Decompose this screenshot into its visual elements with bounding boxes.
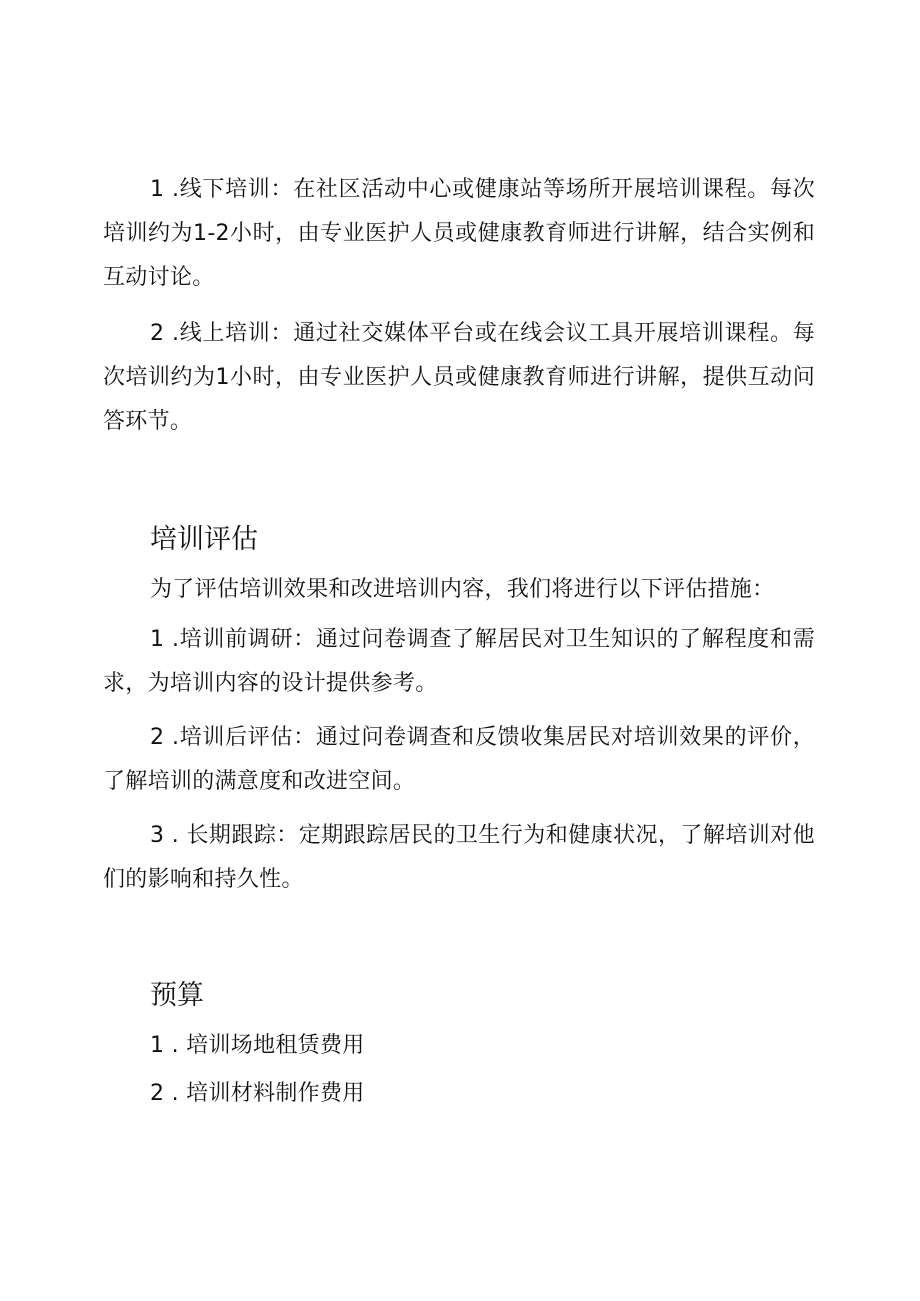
evaluation-item-pre-survey: 1 .培训前调研：通过问卷调查了解居民对卫生知识的了解程度和需求，为培训内容的设计提供参考。 [103, 627, 815, 696]
training-method-offline: 1 .线下培训：在社区活动中心或健康站等场所开展培训课程。每次培训约为1-2小时，由专业医护人员或健康教育师进行讲解，结合实例和互动讨论。 [103, 177, 815, 290]
training-method-online: 2 .线上培训：通过社交媒体平台或在线会议工具开展培训课程。每次培训约为1小时，由专业医护人员或健康教育师进行讲解，提供互动问答环节。 [103, 321, 815, 434]
budget-item-venue: 1 . 培训场地租赁费用 [150, 1033, 365, 1058]
evaluation-heading: 培训评估 [150, 524, 258, 555]
budget-heading: 预算 [150, 980, 204, 1011]
budget-item-materials: 2 . 培训材料制作费用 [150, 1081, 365, 1106]
evaluation-item-post-assessment: 2 .培训后评估：通过问卷调查和反馈收集居民对培训效果的评价，了解培训的满意度和改进空间。 [103, 725, 815, 794]
evaluation-intro: 为了评估培训效果和改进培训内容，我们将进行以下评估措施： [150, 577, 775, 602]
evaluation-item-long-term-tracking: 3 . 长期跟踪：定期跟踪居民的卫生行为和健康状况，了解培训对他们的影响和持久性。 [103, 823, 815, 892]
